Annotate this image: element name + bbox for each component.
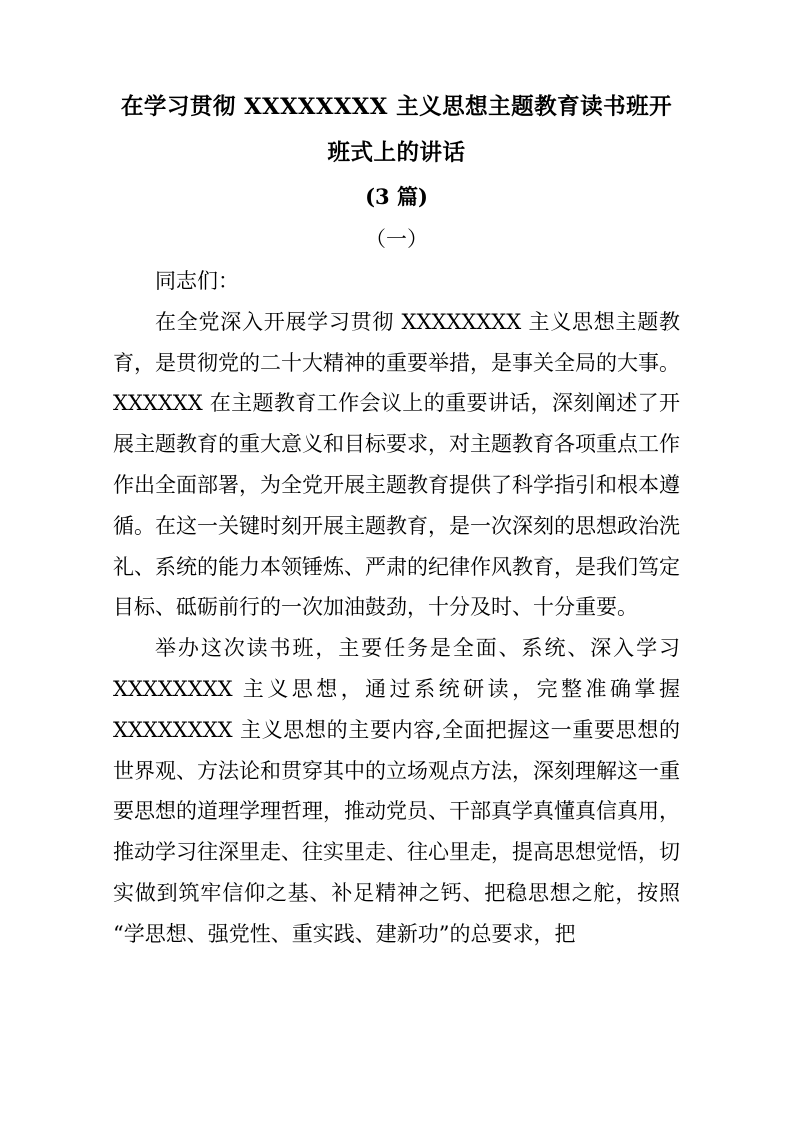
body-paragraph-2: 举办这次读书班，主要任务是全面、系统、深入学习 XXXXXXXX 主义思想，通过系统研读，完整准确掌握 XXXXXXXX 主义思想的主要内容,全面把握这一重要思想的世界观、方法论和贯穿其中的立场观点方法，深刻理解这一重要思想的道理学理哲理，推动党员、干部真学真懂真信真用，推动学习往深里走、往实里走、往心里走，提高思想觉悟，切实做到筑牢信仰之基、补足精神之钙、把稳思想之舵，按照“学思想、强党性、重实践、建新功”的总要求，把 xyxy=(113,636,680,946)
salutation-line: 同志们： xyxy=(155,269,239,293)
document-body xyxy=(113,261,680,955)
document-title: 在学习贯彻 XXXXXXXX 主义思想主题教育读书班开班式上的讲话 xyxy=(120,94,673,166)
body-paragraph-1: 在全党深入开展学习贯彻 XXXXXXXX 主义思想主题教育，是贯彻党的二十大精神的重要举措，是事关全局的大事。XXXXXX 在主题教育工作会议上的重要讲话，深刻阐述了开展主题教育的重大意义和目标要求，对主题教育各项重点工作作出全面部署，为全党开展主题教育提供了科学指引和根本遵循。在这一关键时刻开展主题教育，是一次深刻的思想政治洗礼、系统的能力本领锤炼、严肃的纪律作风教育，是我们笃定目标、砥砺前行的一次加油鼓劲，十分及时、十分重要。 xyxy=(113,309,680,620)
article-count-label: (3 篇) xyxy=(365,184,428,209)
section-marker: （一） xyxy=(365,227,428,251)
